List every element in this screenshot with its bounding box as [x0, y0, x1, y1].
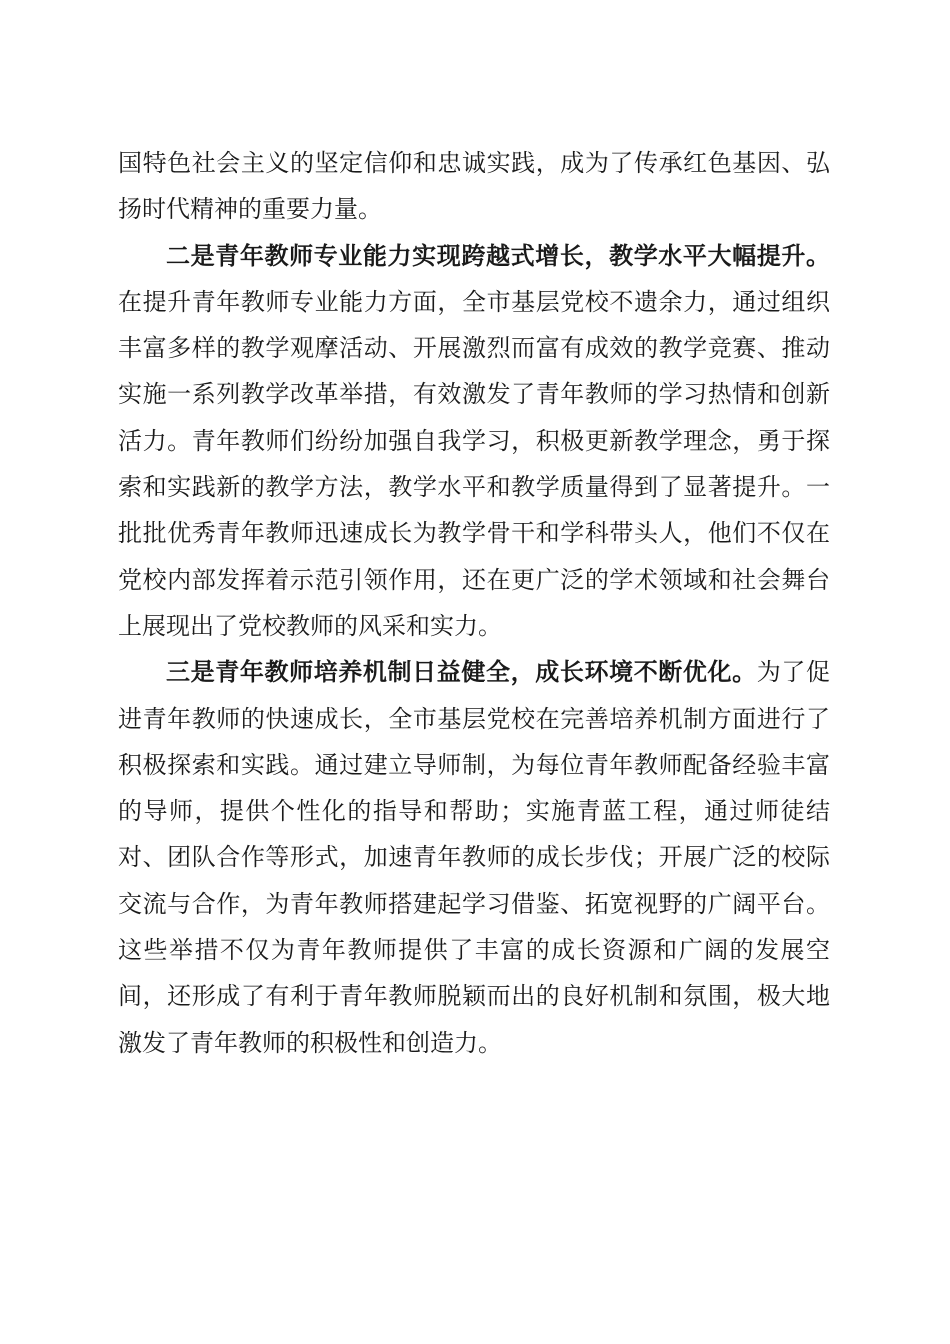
paragraph-lead-sentence: 三是青年教师培养机制日益健全，成长环境不断优化。: [166, 657, 757, 687]
paragraph-lead-sentence: 二是青年教师专业能力实现跨越式增长，教学水平大幅提升。: [166, 240, 830, 270]
paragraph-text: 在提升青年教师专业能力方面，全市基层党校不遗余力，通过组织丰富多样的教学观摩活动、开展激烈而富有成效的教学竞赛、推动实施一系列教学改革举措，有效激发了青年教师的学习热情和创新活力。青年教师们纷纷加强自我学习，积极更新教学理念，勇于探索和实践新的教学方法，教学水平和教学质量得到了显著提升。一批批优秀青年教师迅速成长为教学骨干和学科带头人，他们不仅在党校内部发挥着示范引领作用，还在更广泛的学术领域和社会舞台上展现出了党校教师的风采和实力。: [118, 287, 830, 640]
paragraph-continuation: [118, 140, 830, 233]
paragraph-training-mechanism: [118, 649, 830, 1066]
paragraph-text: 国特色社会主义的坚定信仰和忠诚实践，成为了传承红色基因、弘扬时代精神的重要力量。: [118, 149, 830, 224]
paragraph-professional-ability: [118, 233, 830, 650]
paragraph-text: 为了促进青年教师的快速成长，全市基层党校在完善培养机制方面进行了积极探索和实践。通过建立导师制，为每位青年教师配备经验丰富的导师，提供个性化的指导和帮助；实施青蓝工程，通过师徒结对、团队合作等形式，加速青年教师的成长步伐；开展广泛的校际交流与合作，为青年教师搭建起学习借鉴、拓宽视野的广阔平台。这些举措不仅为青年教师提供了丰富的成长资源和广阔的发展空间，还形成了有利于青年教师脱颖而出的良好机制和氛围，极大地激发了青年教师的积极性和创造力。: [118, 658, 831, 1057]
document-body: [118, 140, 830, 1066]
